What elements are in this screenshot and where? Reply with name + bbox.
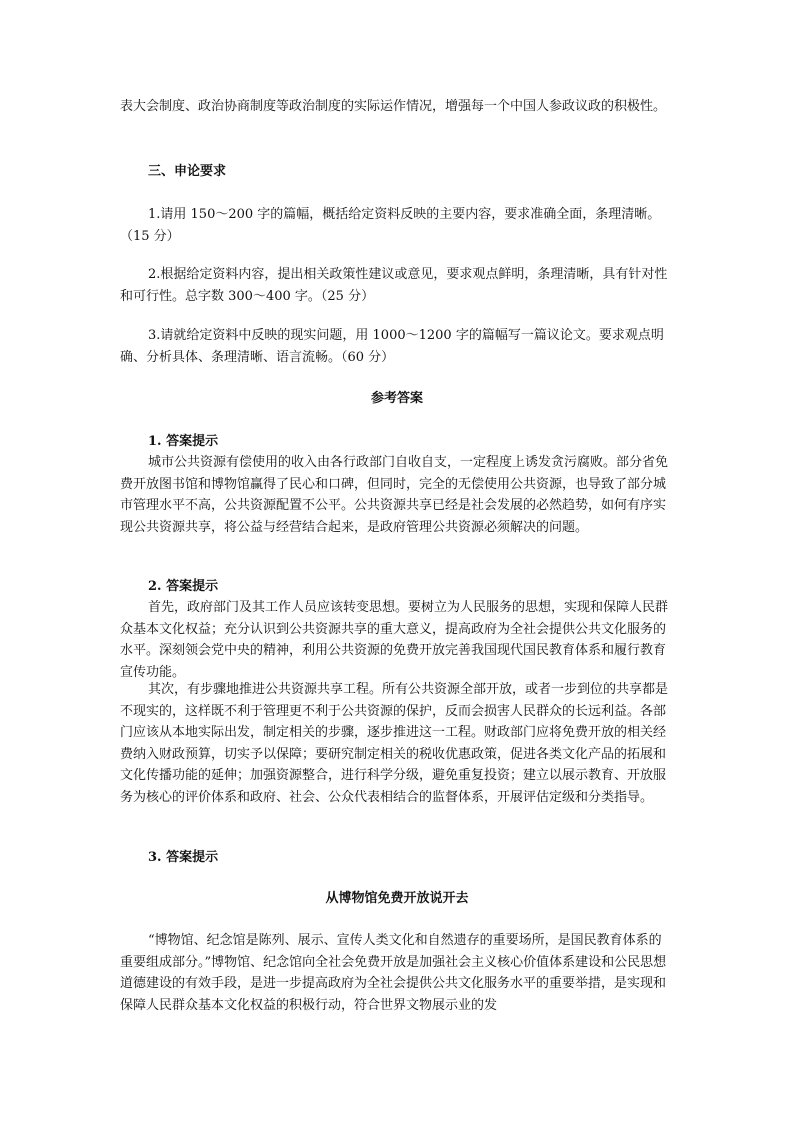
requirement-3: 3.请就给定资料中反映的现实问题，用 1000～1200 字的篇幅写一篇议论文。要求观点明确、分析具体、条理清晰、语言流畅。（60 分） xyxy=(120,328,664,365)
essay-title: 从博物馆免费开放说开去 xyxy=(325,891,469,906)
hint1-text: 城市公共资源有偿使用的收入由各行政部门自收自支，一定程度上诱发贪污腐败。部分省免费开放图书馆和博物馆赢得了民心和口碑，但同时，完全的无偿使用公共资源，也导致了部分城市管理水平不高，公共资源配置不公平。公共资源共享已经是社会发展的必然趋势，如何有序实现公共资源共享，将公益与经营结合起来，是政府管理公共资源必须解决的问题。 xyxy=(120,455,669,535)
intro-paragraph: 表大会制度、政治协商制度等政治制度的实际运作情况，增强每一个中国人参政议政的积极性。 xyxy=(120,99,667,114)
answer-title: 参考答案 xyxy=(370,391,423,406)
requirement-2: 2.根据给定资料内容，提出相关政策性建议或意见，要求观点鲜明，条理清晰，具有针对性和可行性。总字数 300～400 字。（25 分） xyxy=(120,267,668,304)
hint2-para1: 首先，政府部门及其工作人员应该转变思想。要树立为人民服务的思想，实现和保障人民群众基本文化权益；充分认识到公共资源共享的重大意义，提高政府为全社会提供公共文化服务的水平。深刻领会党中央的精神，利用公共资源的免费开放完善我国现代国民教育体系和履行教育宣传功能。 xyxy=(120,600,669,680)
hint3-heading: 3. 答案提示 xyxy=(148,850,219,865)
requirement-1: 1.请用 150～200 字的篇幅，概括给定资料反映的主要内容，要求准确全面，条理清晰。（15 分） xyxy=(120,207,661,244)
essay-paragraph: “博物馆、纪念馆是陈列、展示、宣传人类文化和自然遗存的重要场所，是国民教育体系的重要组成部分。”博物馆、纪念馆向全社会免费开放是加强社会主义核心价值体系建设和公民思想道德建设的有效手段，是进一步提高政府为全社会提供公共文化服务水平的重要举措，是实现和保障人民群众基本文化权益的积极行动，符合世界文物展示业的发 xyxy=(120,933,667,1013)
section-heading: 三、申论要求 xyxy=(148,164,227,179)
hint2-para2: 其次，有步骤地推进公共资源共享工程。所有公共资源全部开放，或者一步到位的共享都是不现实的，这样既不利于管理更不利于公共资源的保护，反而会损害人民群众的长远利益。各部门应该从本地实际出发，制定相关的步骤，逐步推进这一工程。财政部门应将免费开放的相关经费纳入财政预算，切实予以保障；要研究制定相关的税收优惠政策，促进各类文化产品的拓展和文化传播功能的延伸；加强资源整合，进行科学分级，避免重复投资；建立以展示教育、开放服务为核心的评价体系和政府、社会、公众代表相结合的监督体系，开展评估定级和分类指导。 xyxy=(120,682,669,805)
hint1-heading: 1. 答案提示 xyxy=(148,434,219,449)
hint2-heading: 2. 答案提示 xyxy=(148,579,219,594)
